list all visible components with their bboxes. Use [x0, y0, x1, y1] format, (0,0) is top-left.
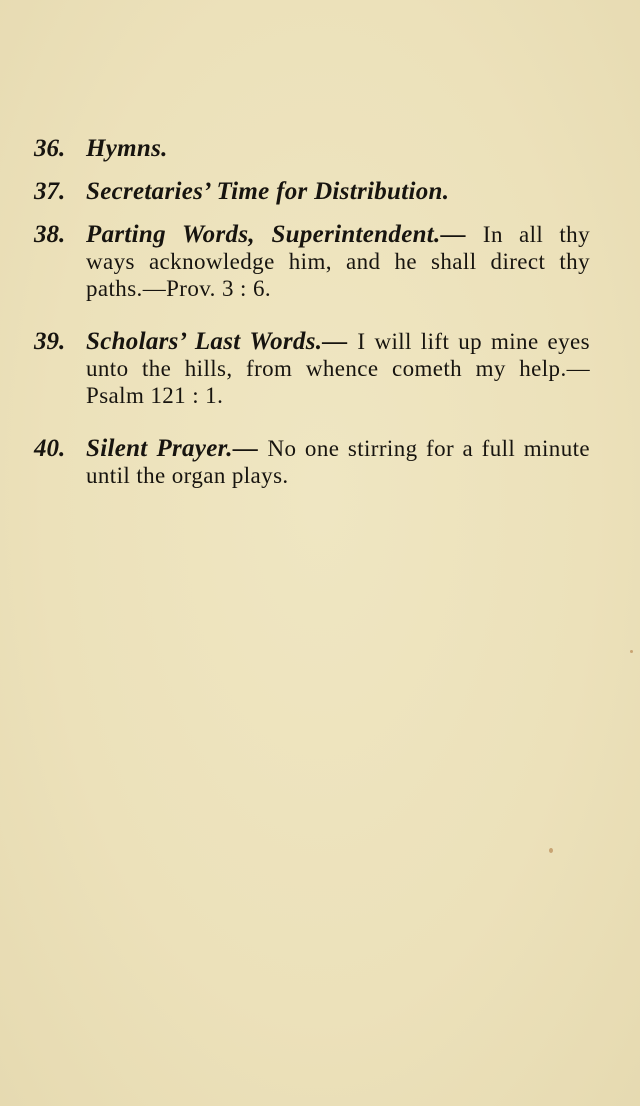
item-heading: Scholars’ Last Words.— [86, 328, 348, 355]
program-list [34, 136, 590, 516]
item-text: No one stirring for a full minute until the organ plays. [86, 436, 590, 488]
item-number: 37. [34, 178, 66, 205]
item-heading: Secretaries’ Time for Distribution. [86, 178, 450, 205]
program-item-37 [34, 179, 590, 206]
item-text: I will lift up mine eyes unto the hills, from whence cometh my help.—Psalm 121 : 1. [86, 329, 590, 408]
item-text: In all thy ways acknowledge him, and he shall direct thy paths.—Prov. 3 : 6. [86, 222, 590, 301]
paper-speck [549, 848, 553, 853]
item-number: 40. [34, 435, 66, 462]
program-item-38 [34, 222, 590, 303]
paper-speck [630, 650, 633, 653]
program-item-40 [34, 436, 590, 490]
item-number: 38. [34, 221, 66, 248]
program-item-39 [34, 329, 590, 410]
program-item-36 [34, 136, 590, 163]
item-number: 39. [34, 328, 66, 355]
item-heading: Hymns. [86, 135, 168, 162]
item-heading: Silent Prayer.— [86, 435, 259, 462]
item-heading: Parting Words, Superintendent.— [86, 221, 466, 248]
item-number: 36. [34, 135, 66, 162]
